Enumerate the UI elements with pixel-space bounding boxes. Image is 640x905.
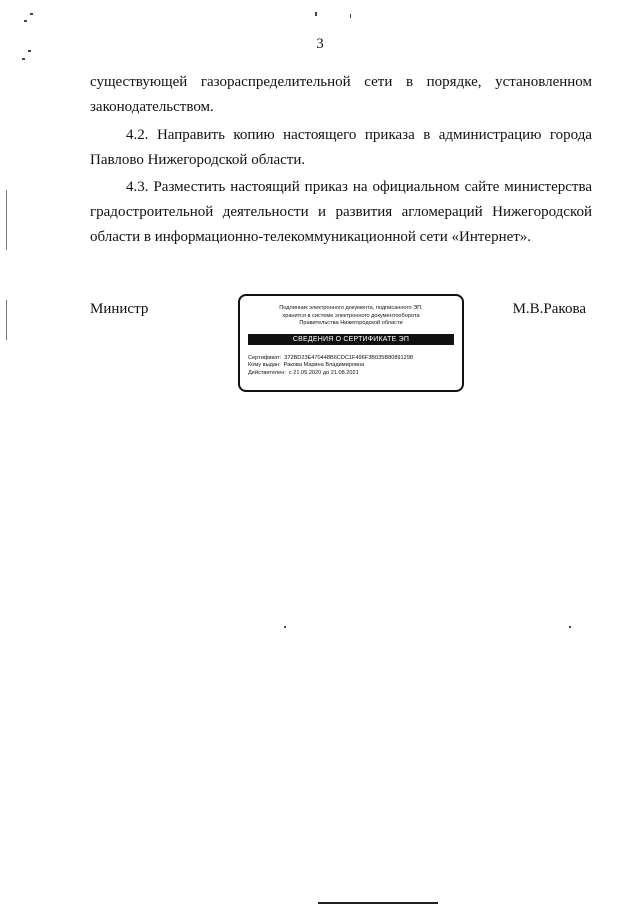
certificate-row bbox=[248, 355, 462, 363]
scan-mark bbox=[350, 14, 351, 18]
certificate-label: Сертификат: bbox=[248, 354, 282, 361]
text-line: Павлово Нижегородской области. bbox=[90, 152, 306, 168]
text-line: градостроительной деятельности и развития агломераций Нижегородской bbox=[90, 204, 592, 220]
text-line: законодательством. bbox=[90, 99, 214, 115]
signatory-title: Министр bbox=[90, 301, 149, 317]
paragraph-4-2 bbox=[90, 123, 592, 173]
scan-mark bbox=[315, 12, 317, 16]
scan-edge-line bbox=[6, 300, 7, 340]
certificate-details bbox=[248, 355, 462, 378]
stamp-banner: СВЕДЕНИЯ О СЕРТИФИКАТЕ ЭП bbox=[248, 334, 454, 345]
stamp-header-line: Правительства Нижегородской области bbox=[299, 320, 403, 327]
paragraph-4-3 bbox=[90, 175, 592, 250]
scan-edge-line bbox=[6, 190, 7, 250]
issued-to-value: Ракова Марина Владимировна bbox=[283, 362, 365, 369]
scan-mark bbox=[569, 626, 571, 628]
scan-mark bbox=[22, 58, 25, 60]
stamp-header bbox=[240, 305, 462, 328]
text-line: области в информационно-телекоммуникационной сети «Интернет». bbox=[90, 229, 532, 245]
certificate-value: 372BD23E470448B6CDC1F496F3B035B80891298 bbox=[284, 354, 413, 361]
validity-value: с 21.05.2020 до 21.08.2021 bbox=[288, 369, 359, 376]
signatory-name: М.В.Ракова bbox=[512, 301, 586, 317]
stamp-header-line: Подлинник электронного документа, подписанного ЭП, bbox=[279, 305, 423, 311]
stamp-header-line: хранится в системе электронного документооборота bbox=[282, 312, 420, 319]
issued-to-row bbox=[248, 362, 462, 370]
issued-to-label: Кому выдан: bbox=[248, 362, 281, 369]
bottom-rule bbox=[318, 902, 438, 904]
text-line: 4.3. Разместить настоящий приказ на официальном сайте министерства bbox=[126, 179, 592, 195]
scan-mark bbox=[30, 13, 33, 15]
scan-mark bbox=[284, 626, 286, 628]
paragraph-1 bbox=[90, 70, 592, 120]
e-signature-stamp bbox=[238, 294, 464, 392]
text-line: 4.2. Направить копию настоящего приказа в администрацию города bbox=[126, 127, 592, 143]
scan-mark bbox=[24, 20, 27, 22]
validity-label: Действителен: bbox=[248, 369, 286, 376]
page-number: 3 bbox=[316, 36, 324, 52]
text-line: существующей газораспределительной сети в порядке, установленном bbox=[90, 74, 592, 90]
validity-row bbox=[248, 370, 462, 378]
